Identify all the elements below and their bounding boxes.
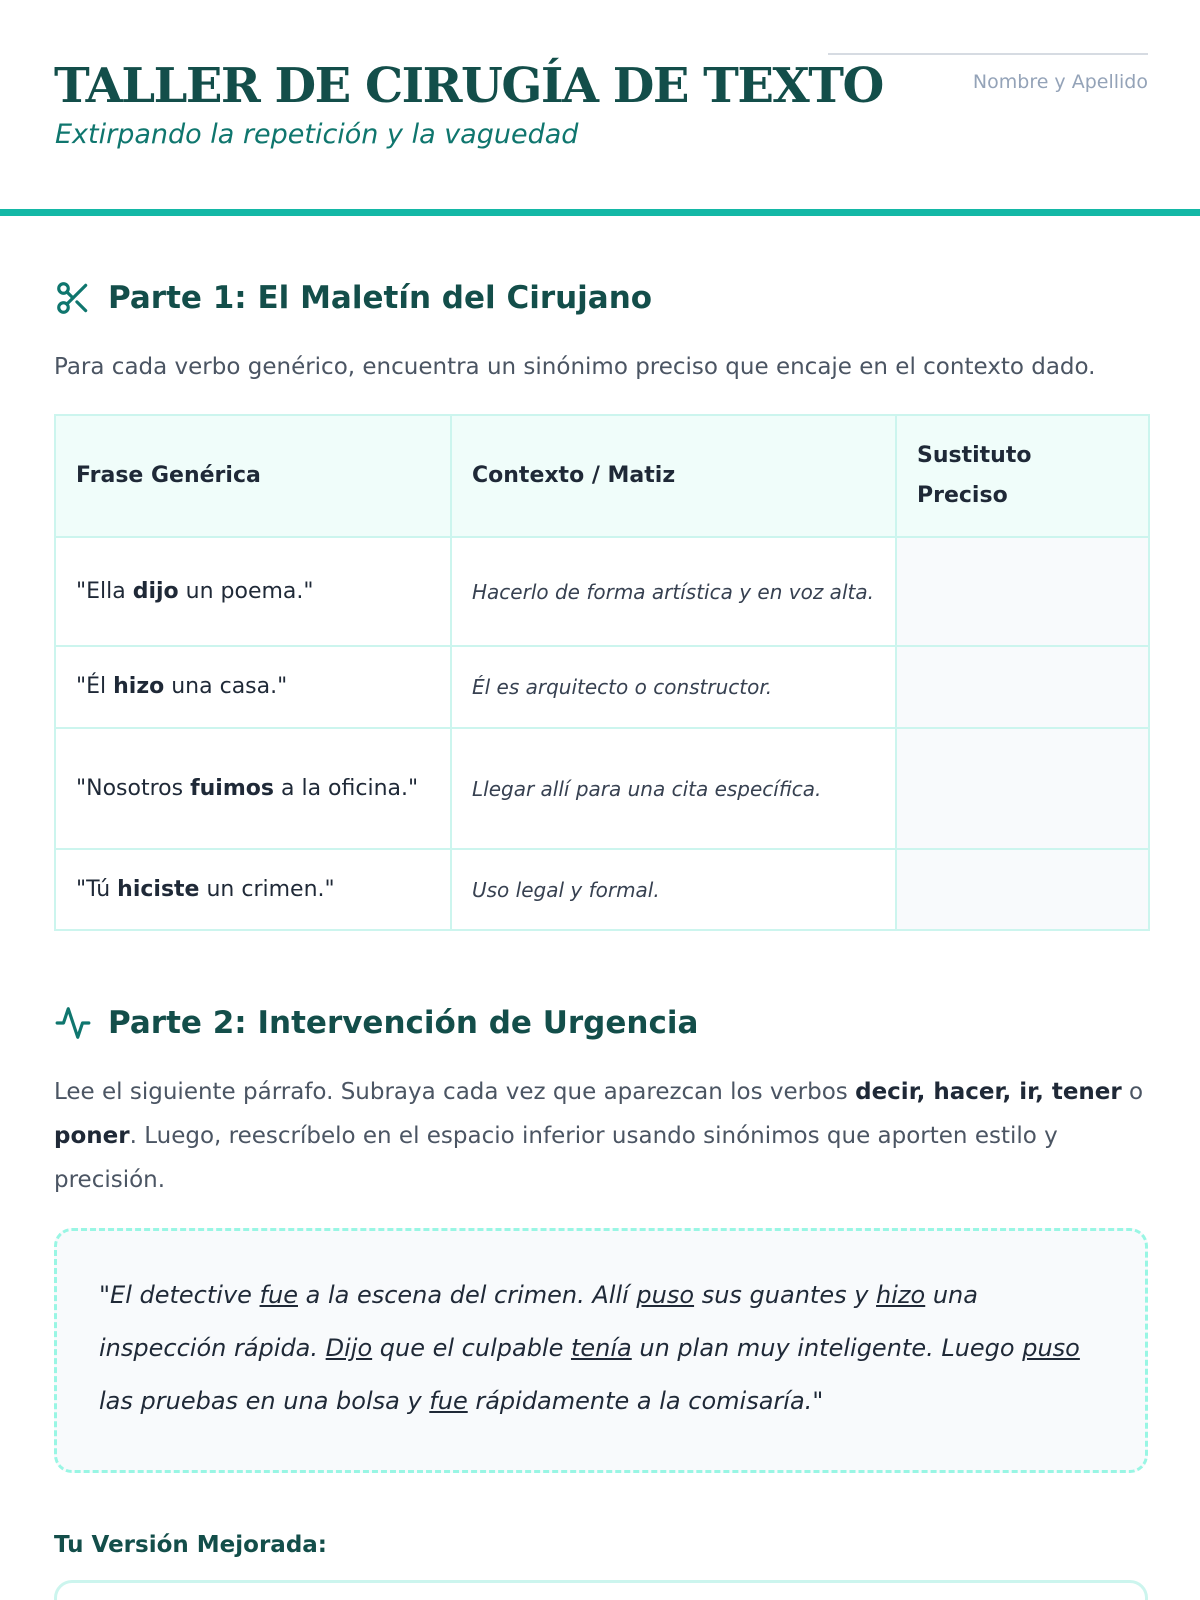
worksheet-subtitle: Extirpando la repetición y la vaguedad (55, 119, 579, 150)
passage-text (99, 1269, 1107, 1428)
passage-segment: a la escena del crimen. Allí (297, 1281, 637, 1309)
table-row (55, 849, 1149, 930)
table-row (55, 728, 1149, 849)
context-cell: Uso legal y formal. (451, 849, 896, 930)
context-cell: Él es arquitecto o constructor. (451, 646, 896, 728)
part2-instruction: Lee el siguiente párrafo. Subraya cada vez que aparezcan los verbos decir, hacer, ir, tener o poner. Luego, reescríbelo en el espacio inferior usando sinónimos que aporten estilo y precisión. (54, 1079, 1144, 1193)
passage-segment: las pruebas en una bolsa y (99, 1387, 430, 1415)
answer-cell[interactable] (896, 849, 1149, 930)
underlined-verb: hizo (876, 1281, 926, 1309)
synonym-table (54, 414, 1150, 931)
name-line[interactable] (828, 53, 1148, 55)
context-cell: Llegar allí para una cita específica. (451, 728, 896, 849)
generic-phrase: "Nosotros fuimos a la oficina." (55, 728, 451, 849)
generic-phrase: "Ella dijo un poema." (55, 537, 451, 646)
improved-version-field[interactable] (54, 1580, 1148, 1600)
improved-version-label: Tu Versión Mejorada: (54, 1532, 328, 1558)
part2-title: Parte 2: Intervención de Urgencia (108, 1005, 699, 1041)
generic-phrase: "Él hizo una casa." (55, 646, 451, 728)
answer-cell[interactable] (896, 646, 1149, 728)
underlined-verb: puso (636, 1281, 695, 1309)
passage-segment: un plan muy inteligente. Luego (631, 1334, 1023, 1362)
underlined-verb: tenía (570, 1334, 632, 1362)
passage-segment: rápidamente a la comisaría." (467, 1387, 824, 1415)
scissors-icon (54, 279, 92, 317)
worksheet-header (0, 0, 1200, 216)
passage-segment: que el culpable (372, 1334, 571, 1362)
underlined-verb: Dijo (325, 1334, 373, 1362)
part1-title: Parte 1: El Maletín del Cirujano (108, 280, 653, 316)
context-cell: Hacerlo de forma artística y en voz alta. (451, 537, 896, 646)
answer-cell[interactable] (896, 728, 1149, 849)
table-header-row (55, 415, 1149, 537)
name-label: Nombre y Apellido (972, 71, 1148, 93)
underlined-verb: fue (429, 1387, 468, 1415)
table-row (55, 646, 1149, 728)
column-header: Sustituto Preciso (896, 415, 1149, 537)
part1-heading (54, 278, 652, 318)
passage-segment: sus guantes y (694, 1281, 877, 1309)
part2-heading (54, 1003, 698, 1043)
passage-box (54, 1228, 1148, 1473)
part1-instruction: Para cada verbo genérico, encuentra un sinónimo preciso que encaje en el contexto dado. (54, 354, 1096, 380)
answer-cell[interactable] (896, 537, 1149, 646)
table-row (55, 537, 1149, 646)
worksheet-title: TALLER DE CIRUGÍA DE TEXTO (54, 58, 883, 114)
column-header: Contexto / Matiz (451, 415, 896, 537)
passage-segment: una inspección rápida. (99, 1281, 978, 1362)
column-header: Frase Genérica (55, 415, 451, 537)
underlined-verb: fue (259, 1281, 298, 1309)
pulse-icon (54, 1004, 92, 1042)
passage-segment: "El detective (99, 1281, 260, 1309)
underlined-verb: puso (1022, 1334, 1080, 1362)
generic-phrase: "Tú hiciste un crimen." (55, 849, 451, 930)
